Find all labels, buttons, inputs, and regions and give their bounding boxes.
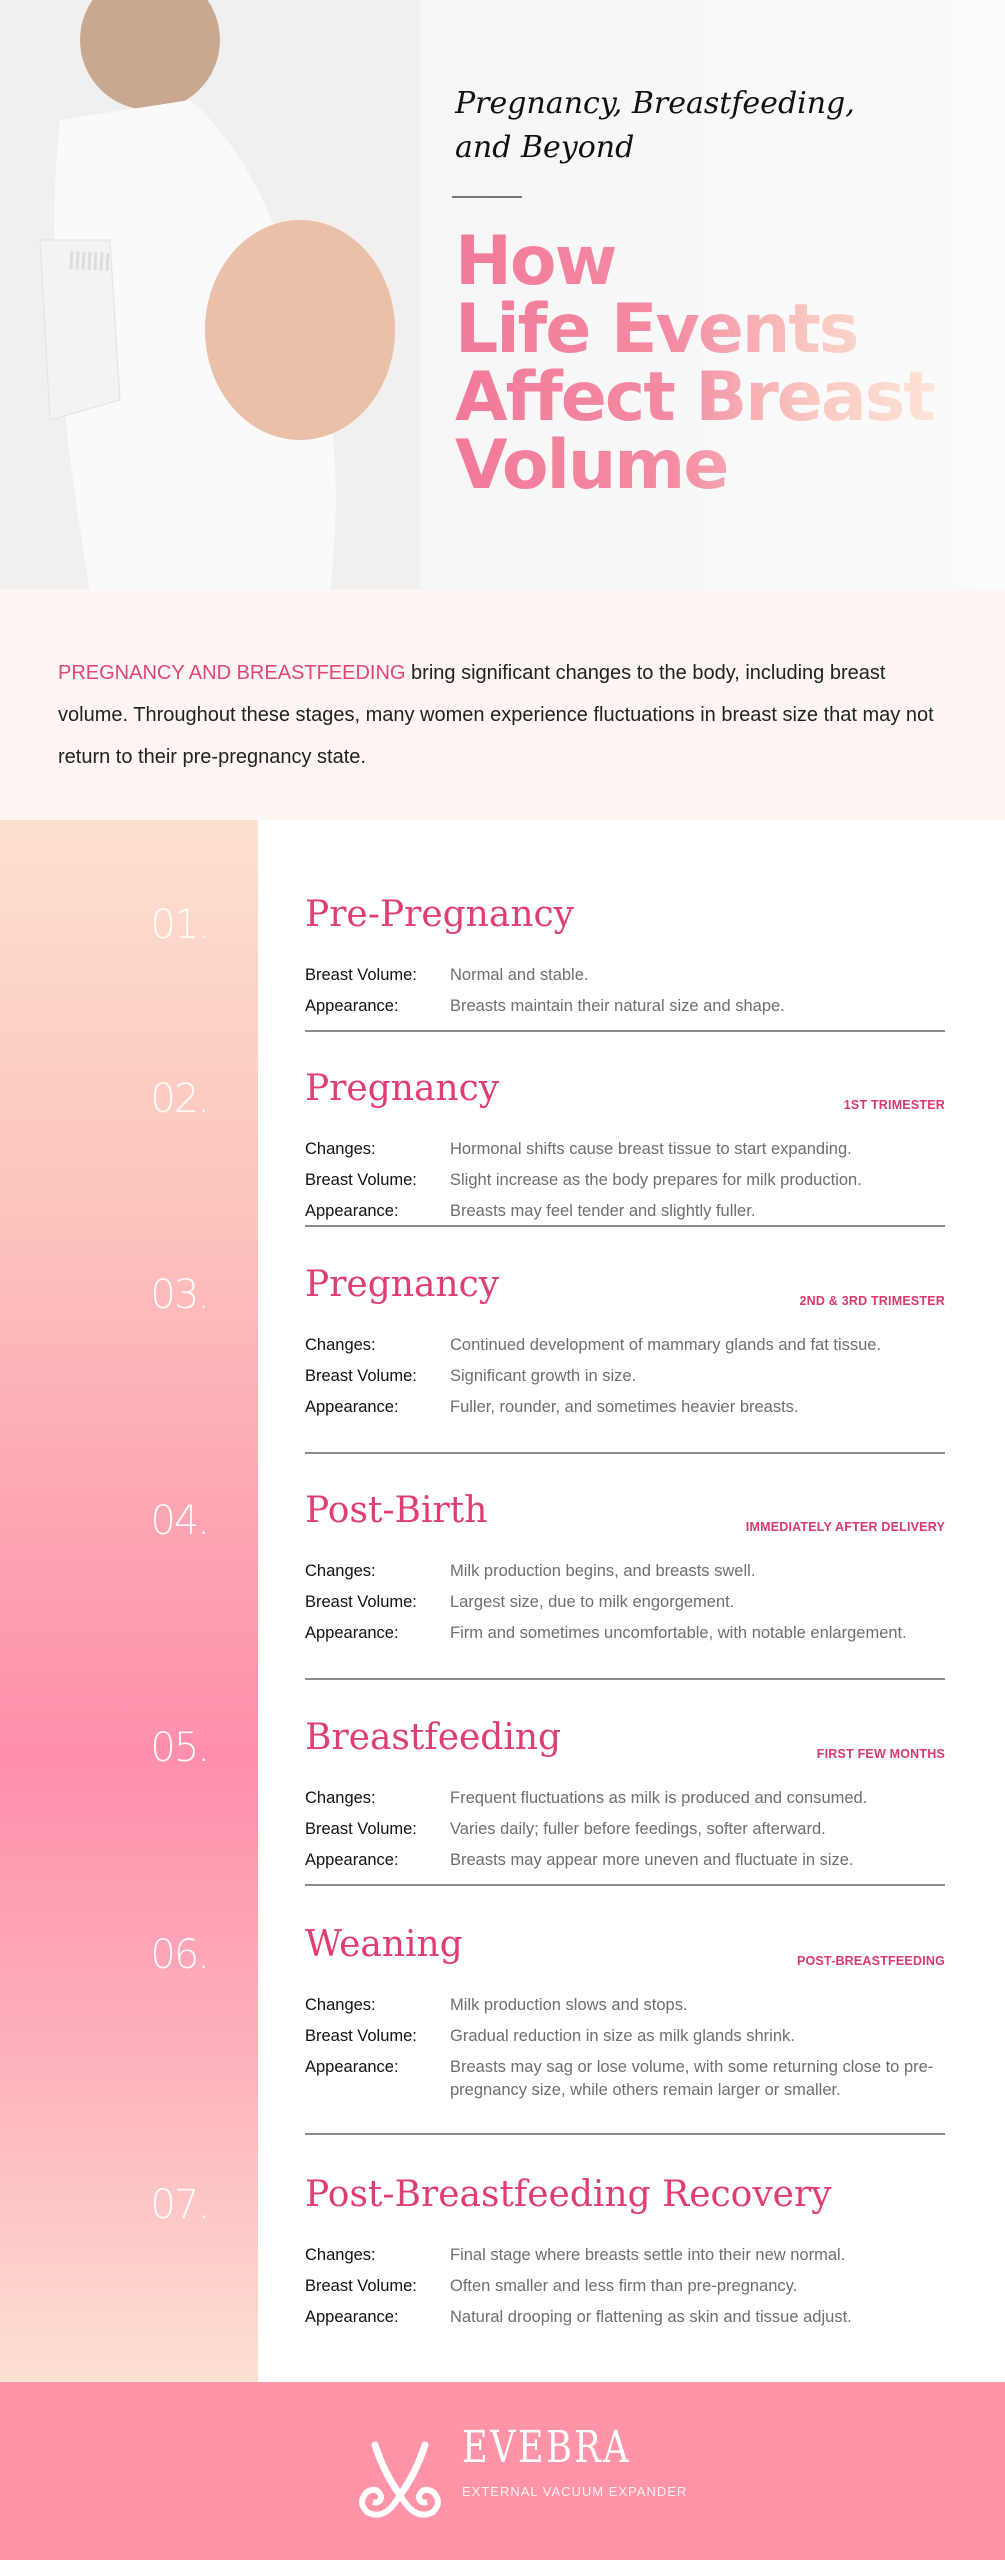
- detail-row: [305, 1994, 945, 2017]
- stage-number: 06.: [150, 1932, 208, 1978]
- hero-subtitle: [455, 82, 855, 170]
- detail-label: Changes:: [305, 1996, 376, 2014]
- detail-value: Frequent fluctuations as milk is produced and consumed.: [450, 1789, 868, 1807]
- subtitle-line: and Beyond: [455, 130, 635, 165]
- stage-details: [305, 1994, 945, 2110]
- stage-details: [305, 1334, 945, 1427]
- detail-value: Firm and sometimes uncomfortable, with notable enlargement.: [450, 1624, 907, 1642]
- detail-row: [305, 995, 945, 1018]
- detail-row: [305, 2275, 945, 2298]
- detail-value: Often smaller and less firm than pre-pregnancy.: [450, 2277, 798, 2295]
- stage-number: 05.: [150, 1725, 208, 1771]
- stage-title: Post-Breastfeeding Recovery: [305, 2174, 832, 2215]
- detail-row: [305, 1787, 945, 1810]
- detail-label: Changes:: [305, 1789, 376, 1807]
- gradient-sidebar: [0, 820, 258, 2382]
- detail-row: [305, 1200, 945, 1223]
- detail-value: Varies daily; fuller before feedings, softer afterward.: [450, 1820, 826, 1838]
- brand-name: EVEBRA: [462, 2422, 632, 2473]
- detail-value: Breasts may feel tender and slightly fuller.: [450, 1202, 756, 1220]
- detail-label: Changes:: [305, 2246, 376, 2264]
- stage-details: [305, 1138, 945, 1231]
- detail-row: [305, 1560, 945, 1583]
- detail-label: Changes:: [305, 1562, 376, 1580]
- stage-title: Pregnancy: [305, 1068, 500, 1109]
- stage-details: [305, 964, 945, 1026]
- stage-tag: POST-BREASTFEEDING: [796, 1954, 945, 1968]
- stage-divider: [305, 1884, 945, 1886]
- detail-row: [305, 2306, 945, 2329]
- brand-tagline: EXTERNAL VACUUM EXPANDER: [462, 2484, 688, 2499]
- stage-divider: [305, 1678, 945, 1680]
- stage-number: 03.: [150, 1272, 208, 1318]
- detail-value: Natural drooping or flattening as skin and tissue adjust.: [450, 2308, 852, 2326]
- detail-value: Normal and stable.: [450, 966, 589, 984]
- stage-divider: [305, 1225, 945, 1227]
- divider: [452, 196, 522, 198]
- intro-highlight: PREGNANCY AND BREASTFEEDING: [58, 662, 406, 684]
- stage-tag: 2ND & 3RD TRIMESTER: [799, 1294, 945, 1308]
- stage-title: Post-Birth: [305, 1490, 488, 1531]
- stage-tag: FIRST FEW MONTHS: [816, 1747, 945, 1761]
- detail-row: [305, 1591, 945, 1614]
- detail-row: [305, 1365, 945, 1388]
- detail-value: Final stage where breasts settle into their new normal.: [450, 2246, 846, 2264]
- stage-number: 01.: [150, 902, 208, 948]
- detail-label: Appearance:: [305, 1624, 399, 1642]
- detail-label: Breast Volume:: [305, 1171, 417, 1189]
- detail-label: Appearance:: [305, 997, 399, 1015]
- detail-label: Breast Volume:: [305, 2027, 417, 2045]
- stage-divider: [305, 1030, 945, 1032]
- stage-divider: [305, 2133, 945, 2135]
- stage-number: 04.: [150, 1498, 208, 1544]
- detail-value: Breasts may appear more uneven and fluctuate in size.: [450, 1851, 854, 1869]
- footer: [0, 2382, 1005, 2560]
- detail-value: Continued development of mammary glands and fat tissue.: [450, 1336, 882, 1354]
- detail-label: Appearance:: [305, 2308, 399, 2326]
- intro-text: bring significant changes to the body, including breast volume. Throughout these stages, many women experience fluctuations in breast size that may not return to their pre-pregnancy state.: [58, 662, 934, 768]
- detail-value: Milk production begins, and breasts swell.: [450, 1562, 756, 1580]
- detail-label: Breast Volume:: [305, 966, 417, 984]
- intro-section: [0, 590, 1005, 820]
- detail-value: Significant growth in size.: [450, 1367, 637, 1385]
- title-line: Life Events: [455, 290, 858, 369]
- stage-title: Pre-Pregnancy: [305, 894, 575, 935]
- stage-tag: 1ST TRIMESTER: [843, 1098, 945, 1112]
- stage-tag: IMMEDIATELY AFTER DELIVERY: [745, 1520, 945, 1534]
- detail-label: Appearance:: [305, 1398, 399, 1416]
- detail-value: Largest size, due to milk engorgement.: [450, 1593, 735, 1611]
- detail-row: [305, 1169, 945, 1192]
- stage-details: [305, 2244, 945, 2337]
- title-line: Volume: [455, 426, 728, 505]
- evebra-logo-icon: [355, 2440, 445, 2525]
- detail-label: Appearance:: [305, 2058, 399, 2076]
- detail-value: Gradual reduction in size as milk glands shrink.: [450, 2027, 795, 2045]
- title-line: Affect Breast: [455, 358, 934, 437]
- detail-label: Breast Volume:: [305, 1820, 417, 1838]
- stage-details: [305, 1787, 945, 1880]
- detail-label: Changes:: [305, 1336, 376, 1354]
- hero-photo: [0, 0, 420, 590]
- hero-section: [0, 0, 1005, 590]
- detail-row: [305, 1138, 945, 1161]
- detail-row: [305, 1622, 945, 1645]
- stage-title: Weaning: [305, 1924, 463, 1965]
- page-title: [455, 222, 934, 505]
- stage-number: 02.: [150, 1076, 208, 1122]
- detail-label: Changes:: [305, 1140, 376, 1158]
- stage-title: Pregnancy: [305, 1264, 500, 1305]
- detail-label: Appearance:: [305, 1202, 399, 1220]
- detail-label: Breast Volume:: [305, 2277, 417, 2295]
- intro-paragraph: [58, 652, 958, 778]
- detail-value: Fuller, rounder, and sometimes heavier breasts.: [450, 1398, 799, 1416]
- detail-row: [305, 1334, 945, 1357]
- detail-value: Breasts may sag or lose volume, with some returning close to pre-pregnancy size, while others remain larger or smaller.: [450, 2058, 934, 2099]
- detail-label: Breast Volume:: [305, 1367, 417, 1385]
- detail-row: [305, 2244, 945, 2267]
- detail-value: Hormonal shifts cause breast tissue to start expanding.: [450, 1140, 852, 1158]
- detail-row: [305, 1396, 945, 1419]
- stage-title: Breastfeeding: [305, 1717, 562, 1758]
- stage-divider: [305, 1452, 945, 1454]
- detail-value: Breasts maintain their natural size and shape.: [450, 997, 785, 1015]
- title-line: How: [455, 222, 616, 301]
- detail-row: [305, 964, 945, 987]
- subtitle-line: Pregnancy, Breastfeeding,: [455, 86, 855, 121]
- detail-label: Breast Volume:: [305, 1593, 417, 1611]
- detail-row: [305, 2025, 945, 2048]
- stages-section: [0, 820, 1005, 2382]
- detail-row: [305, 1818, 945, 1841]
- detail-label: Appearance:: [305, 1851, 399, 1869]
- stage-details: [305, 1560, 945, 1653]
- detail-row: [305, 1849, 945, 1872]
- detail-value: Slight increase as the body prepares for milk production.: [450, 1171, 862, 1189]
- detail-row: [305, 2056, 945, 2102]
- stage-number: 07.: [150, 2182, 208, 2228]
- detail-value: Milk production slows and stops.: [450, 1996, 688, 2014]
